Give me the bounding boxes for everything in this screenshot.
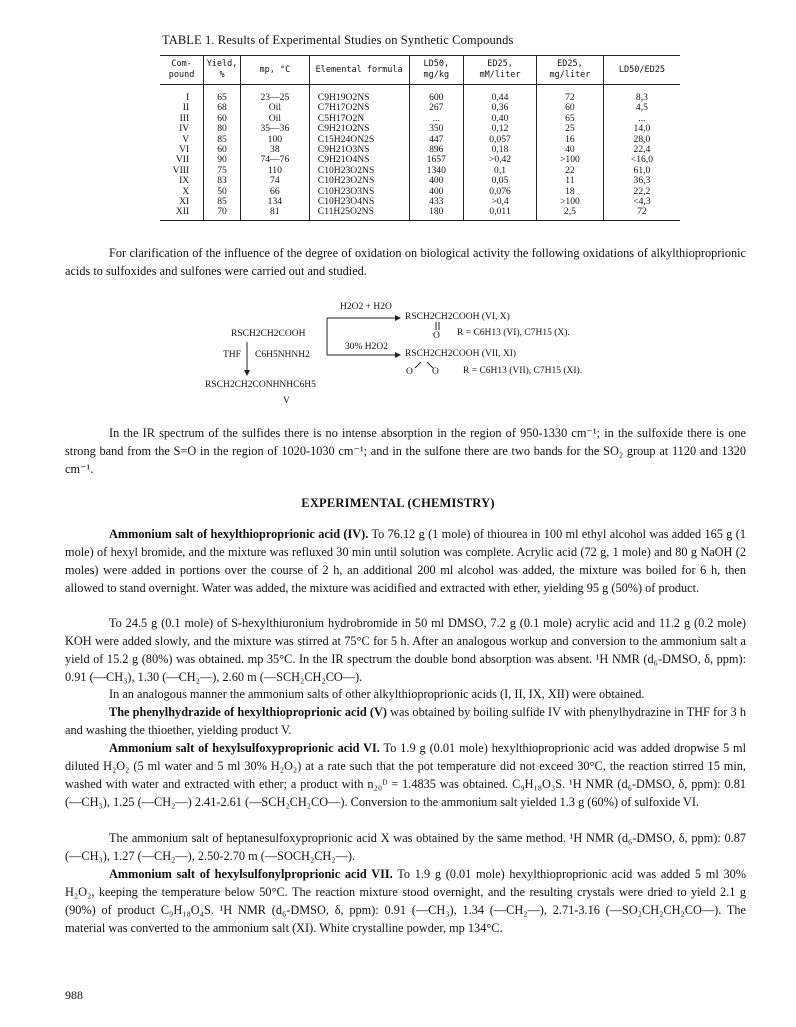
cell-yield: 68 <box>204 103 241 113</box>
cell-ratio: 8,3 <box>603 85 680 104</box>
paragraph-analogous: In an analogous manner the ammonium salts of other alkylthioproprionic acids (I, II, IX, XII) were obtained. <box>109 687 645 701</box>
cell-compound: IX <box>179 175 190 187</box>
paragraph-body: was obtained by boiling sulfide IV with phenylhydrazine in THF for 3 h and washing the thioether, yielding product V. <box>65 705 746 737</box>
cell-ed25-mg: 11 <box>537 176 604 186</box>
sulfoxide-r-def: R = C6H13 (VI), C7H15 (X). <box>457 328 570 338</box>
cell-mp: 81 <box>240 207 309 220</box>
cell-ed25-mg: 60 <box>537 103 604 113</box>
table-row <box>160 197 680 207</box>
cell-ed25-mm: 0,011 <box>464 207 537 220</box>
cell-formula: C5H17O2N <box>309 114 409 124</box>
cell-ed25-mm: 0,12 <box>464 124 537 134</box>
paragraph-title: Ammonium salt of hexylsulfoxyproprionic acid VI. <box>109 741 380 755</box>
header-mp: mp, °C <box>240 56 309 85</box>
reaction-scheme <box>195 300 655 415</box>
cell-ratio: 72 <box>603 207 680 220</box>
cell-yield: 85 <box>204 135 241 145</box>
cell-formula: C11H25O2NS <box>309 207 409 220</box>
cell-yield: 65 <box>204 85 241 104</box>
header-ed25-mg: ED25, mg/liter <box>537 56 604 85</box>
paragraph-phenylhydrazide <box>65 704 746 740</box>
cell-mp: 74 <box>240 176 309 186</box>
cell-ed25-mm: 0,36 <box>464 103 537 113</box>
cell-mp: 66 <box>240 187 309 197</box>
reagent-top: H2O2 + H2O <box>340 302 392 312</box>
table-header-row <box>160 56 680 85</box>
cell-ed25-mg: 40 <box>537 145 604 155</box>
results-table <box>160 55 680 221</box>
header-compound: Com- pound <box>160 56 204 85</box>
cell-compound: I <box>185 92 190 103</box>
paragraph-title: The phenylhydrazide of hexylthioproprionic acid (V) <box>109 705 387 719</box>
paragraph-sulfoxide-vi <box>65 740 746 812</box>
cell-mp: 38 <box>240 145 309 155</box>
cell-formula: C15H24ON2S <box>309 135 409 145</box>
header-ld50: LD50, mg/kg <box>409 56 463 85</box>
cell-ratio: 22,4 <box>603 145 680 155</box>
cell-ed25-mm: >0,4 <box>464 197 537 207</box>
cell-ld50: 400 <box>409 176 463 186</box>
table-row <box>160 155 680 165</box>
sulfone-r-def: R = C6H13 (VII), C7H15 (XI). <box>463 366 583 376</box>
cell-ed25-mg: 25 <box>537 124 604 134</box>
cell-ed25-mm: 0,076 <box>464 187 537 197</box>
cell-formula: C10H23O4NS <box>309 197 409 207</box>
table-row <box>160 207 680 220</box>
cell-ed25-mm: >0,42 <box>464 155 537 165</box>
cell-ed25-mg: 16 <box>537 135 604 145</box>
cell-ed25-mg: >100 <box>537 155 604 165</box>
cell-compound: VII <box>175 154 190 166</box>
cell-ratio: 28,0 <box>603 135 680 145</box>
cell-ed25-mm: 0,44 <box>464 85 537 104</box>
cell-yield: 60 <box>204 114 241 124</box>
page-number: 988 <box>65 988 83 1002</box>
sulfone-o-left: O <box>406 367 413 377</box>
cell-ed25-mm: 0,05 <box>464 176 537 186</box>
sulfoxide-o: O <box>433 331 440 341</box>
product-hydrazide-label: V <box>283 396 290 406</box>
cell-ed25-mm: 0,057 <box>464 135 537 145</box>
table-row <box>160 85 680 104</box>
cell-yield: 60 <box>204 145 241 155</box>
paragraph-ammonium-iv <box>65 526 746 598</box>
header-ed25-mm: ED25, mM/liter <box>464 56 537 85</box>
cell-formula: C9H21O4NS <box>309 155 409 165</box>
cell-compound: V <box>182 133 190 145</box>
table-row <box>160 135 680 145</box>
cell-ld50: 350 <box>409 124 463 134</box>
paragraph-sulfonyl-vii <box>65 866 746 938</box>
table-row <box>160 124 680 134</box>
reagent-mid: 30% H2O2 <box>345 342 389 352</box>
section-heading: EXPERIMENTAL (CHEMISTRY) <box>301 496 495 510</box>
cell-yield: 83 <box>204 176 241 186</box>
cell-mp: 134 <box>240 197 309 207</box>
paragraph-dmso-method: To 24.5 g (0.1 mole) of S-hexylthiuronium hydrobromide in 50 ml DMSO, 7.2 g (0.1 mole) acrylic acid and 11.2 g (0.2 mole) KOH were added slowly, and the mixture was stirred at 75°C for 5 h. After an analogous workup and conversion to the ammonium salt a yield of 15.2 g (80%) was obtained. mp 35°C. In the IR spectrum the double bond absorption was absent. ¹H NMR (d₆-DMSO, δ, ppm): 0.91 (—CH₃), 1.30 (—CH₂—), 2.60 m (—SCH₂CH₂CO—). <box>65 616 746 684</box>
table-row <box>160 145 680 155</box>
table-row <box>160 176 680 186</box>
cell-ed25-mg: 72 <box>537 85 604 104</box>
cell-compound: XII <box>160 207 204 220</box>
cell-ratio: <16,0 <box>603 155 680 165</box>
cell-mp: 23—25 <box>240 85 309 104</box>
cell-formula: C10H23O2NS <box>309 176 409 186</box>
cell-compound: VI <box>179 144 190 156</box>
sulfone-o-right: O <box>432 367 439 377</box>
cell-compound: IV <box>179 123 190 135</box>
cell-ratio: 36,3 <box>603 176 680 186</box>
cell-ld50: 1657 <box>409 155 463 165</box>
cell-ed25-mm: 0,18 <box>464 145 537 155</box>
table-row <box>160 187 680 197</box>
paragraph-title: Ammonium salt of hexylthioproprionic acid (IV). <box>109 527 369 541</box>
intro-paragraph: For clarification of the influence of the degree of oxidation on biological activity the following oxidations of alkylthioproprionic acids to sulfoxides and sulfones were carried out and studied. <box>65 246 746 278</box>
cell-ld50: ... <box>409 114 463 124</box>
table-body <box>160 85 680 221</box>
cell-formula: C10H23O3NS <box>309 187 409 197</box>
cell-yield: 90 <box>204 155 241 165</box>
cell-ed25-mm: 0,1 <box>464 166 537 176</box>
cell-ed25-mm: 0,40 <box>464 114 537 124</box>
cell-yield: 80 <box>204 124 241 134</box>
cell-formula: C9H19O2NS <box>309 85 409 104</box>
paragraph-body: To 76.12 g (1 mole) of thiourea in 100 ml ethyl alcohol was added 165 g (1 mole) of hexyl bromide, and the mixture was refluxed 30 min until solution was complete. Acrylic acid (72 g, 1 mole) and 80 g NaOH (2 moles) were added in portions over the course of 2 h, an additional 200 ml alcohol was added, the mixture was boiled for 6 h, then allowed to stand overnight. Water was added, the mixture was acidified and extracted with ether, yielding 95 g (50%) of product. <box>65 527 746 595</box>
paragraph-body: To 1.9 g (0.01 mole) hexylthioproprionic acid was added dropwise 5 ml diluted H₂O₂ (5 ml water and 5 ml 30% H₂O₂) at a rate such that the pot temperature did not exceed 30°C, the reaction stirred 15 min, washed with water and extracted with ether; a product with n₂₀ᴰ = 1.4835 was obtained. C₉H₁₈O₃S. ¹H NMR (d₆-DMSO, δ, ppm): 0.81 (—CH₃), 1.25 (—CH₂—) 2.41-2.61 (—SCH₂CH₂CO—). Conversion to the ammonium salt yielded 1.3 g (60%) of sulfoxide VI. <box>65 741 746 809</box>
cell-compound: VIII <box>172 164 190 176</box>
header-yield: Yield, % <box>204 56 241 85</box>
product-sulfone: RSCH2CH2COOH (VII, XI) <box>405 349 517 359</box>
cell-yield: 50 <box>204 187 241 197</box>
product-sulfoxide: RSCH2CH2COOH (VI, X) <box>405 312 510 322</box>
cell-ratio: ... <box>603 114 680 124</box>
cell-compound: X <box>182 185 190 197</box>
cell-ratio: 61,0 <box>603 166 680 176</box>
ir-paragraph: In the IR spectrum of the sulfides there is no intense absorption in the region of 950-1330 cm⁻¹; in the sulfoxide there is one strong band from the S=O in the region of 1020-1030 cm⁻¹; and in the sulfone there are two bands for the SO₂ group at 1120 and 1320 cm⁻¹. <box>65 426 746 476</box>
table-row <box>160 114 680 124</box>
cell-yield: 75 <box>204 166 241 176</box>
cell-ld50: 600 <box>409 85 463 104</box>
cell-ratio: <4,3 <box>603 197 680 207</box>
cell-formula: C9H21O3NS <box>309 145 409 155</box>
cell-ed25-mg: 18 <box>537 187 604 197</box>
cell-ld50: 180 <box>409 207 463 220</box>
cell-ld50: 447 <box>409 135 463 145</box>
cell-compound: II <box>182 102 190 114</box>
table-row <box>160 103 680 113</box>
cell-formula: C10H23O2NS <box>309 166 409 176</box>
cell-ratio: 4,5 <box>603 103 680 113</box>
results-table-container <box>160 55 680 221</box>
cell-compound: XI <box>179 196 190 208</box>
cell-mp: 100 <box>240 135 309 145</box>
cell-ed25-mg: 65 <box>537 114 604 124</box>
paragraph-body: To 1.9 g (0.01 mole) hexylthioproprionic acid was added 5 ml 30% H₂O₂, keeping the temperature below 50°C. The reaction mixture stood overnight, and the resulting crystals were dried to yield 2.1 g (90%) of product C₉H₁₈O₄S. ¹H NMR (d₆-DMSO, δ, ppm): 0.91 (—CH₃), 1.34 (—CH₂—), 2.71-3.16 (—SO₂CH₂CH₂CO—). The material was converted to the ammonium salt (XI). White crystalline powder, mp 134°C. <box>65 867 746 935</box>
header-formula: Elemental formula <box>309 56 409 85</box>
cell-mp: Oil <box>240 103 309 113</box>
cell-formula: C7H17O2NS <box>309 103 409 113</box>
reagent-phenylhydrazine: C6H5NHNH2 <box>255 350 310 360</box>
table-row <box>160 166 680 176</box>
paragraph-heptane-x: The ammonium salt of heptanesulfoxyproprionic acid X was obtained by the same method. ¹H NMR (d₆-DMSO, δ, ppm): 0.87 (—CH₃), 1.27 (—CH₂—), 2.50-2.70 m (—SOCH₂CH₂—). <box>65 831 746 863</box>
cell-mp: 35—36 <box>240 124 309 134</box>
cell-ed25-mg: 2,5 <box>537 207 604 220</box>
header-ratio: LD50/ED25 <box>603 56 680 85</box>
cell-ratio: 14,0 <box>603 124 680 134</box>
cell-yield: 70 <box>204 207 241 220</box>
cell-mp: 74—76 <box>240 155 309 165</box>
product-hydrazide: RSCH2CH2CONHNHC6H5 <box>205 380 316 390</box>
cell-yield: 85 <box>204 197 241 207</box>
reactant: RSCH2CH2COOH <box>231 329 306 339</box>
cell-ratio: 22,2 <box>603 187 680 197</box>
cell-compound: III <box>179 112 190 124</box>
cell-ed25-mg: 22 <box>537 166 604 176</box>
cell-ld50: 400 <box>409 187 463 197</box>
cell-ld50: 1340 <box>409 166 463 176</box>
cell-ld50: 433 <box>409 197 463 207</box>
cell-mp: 110 <box>240 166 309 176</box>
reagent-thf: THF <box>223 350 241 360</box>
cell-ld50: 896 <box>409 145 463 155</box>
paragraph-title: Ammonium salt of hexylsulfonylproprionic acid VII. <box>109 867 393 881</box>
cell-ed25-mg: >100 <box>537 197 604 207</box>
table-caption: TABLE 1. Results of Experimental Studies on Synthetic Compounds <box>162 33 514 47</box>
cell-mp: Oil <box>240 114 309 124</box>
cell-ld50: 267 <box>409 103 463 113</box>
cell-formula: C9H21O2NS <box>309 124 409 134</box>
